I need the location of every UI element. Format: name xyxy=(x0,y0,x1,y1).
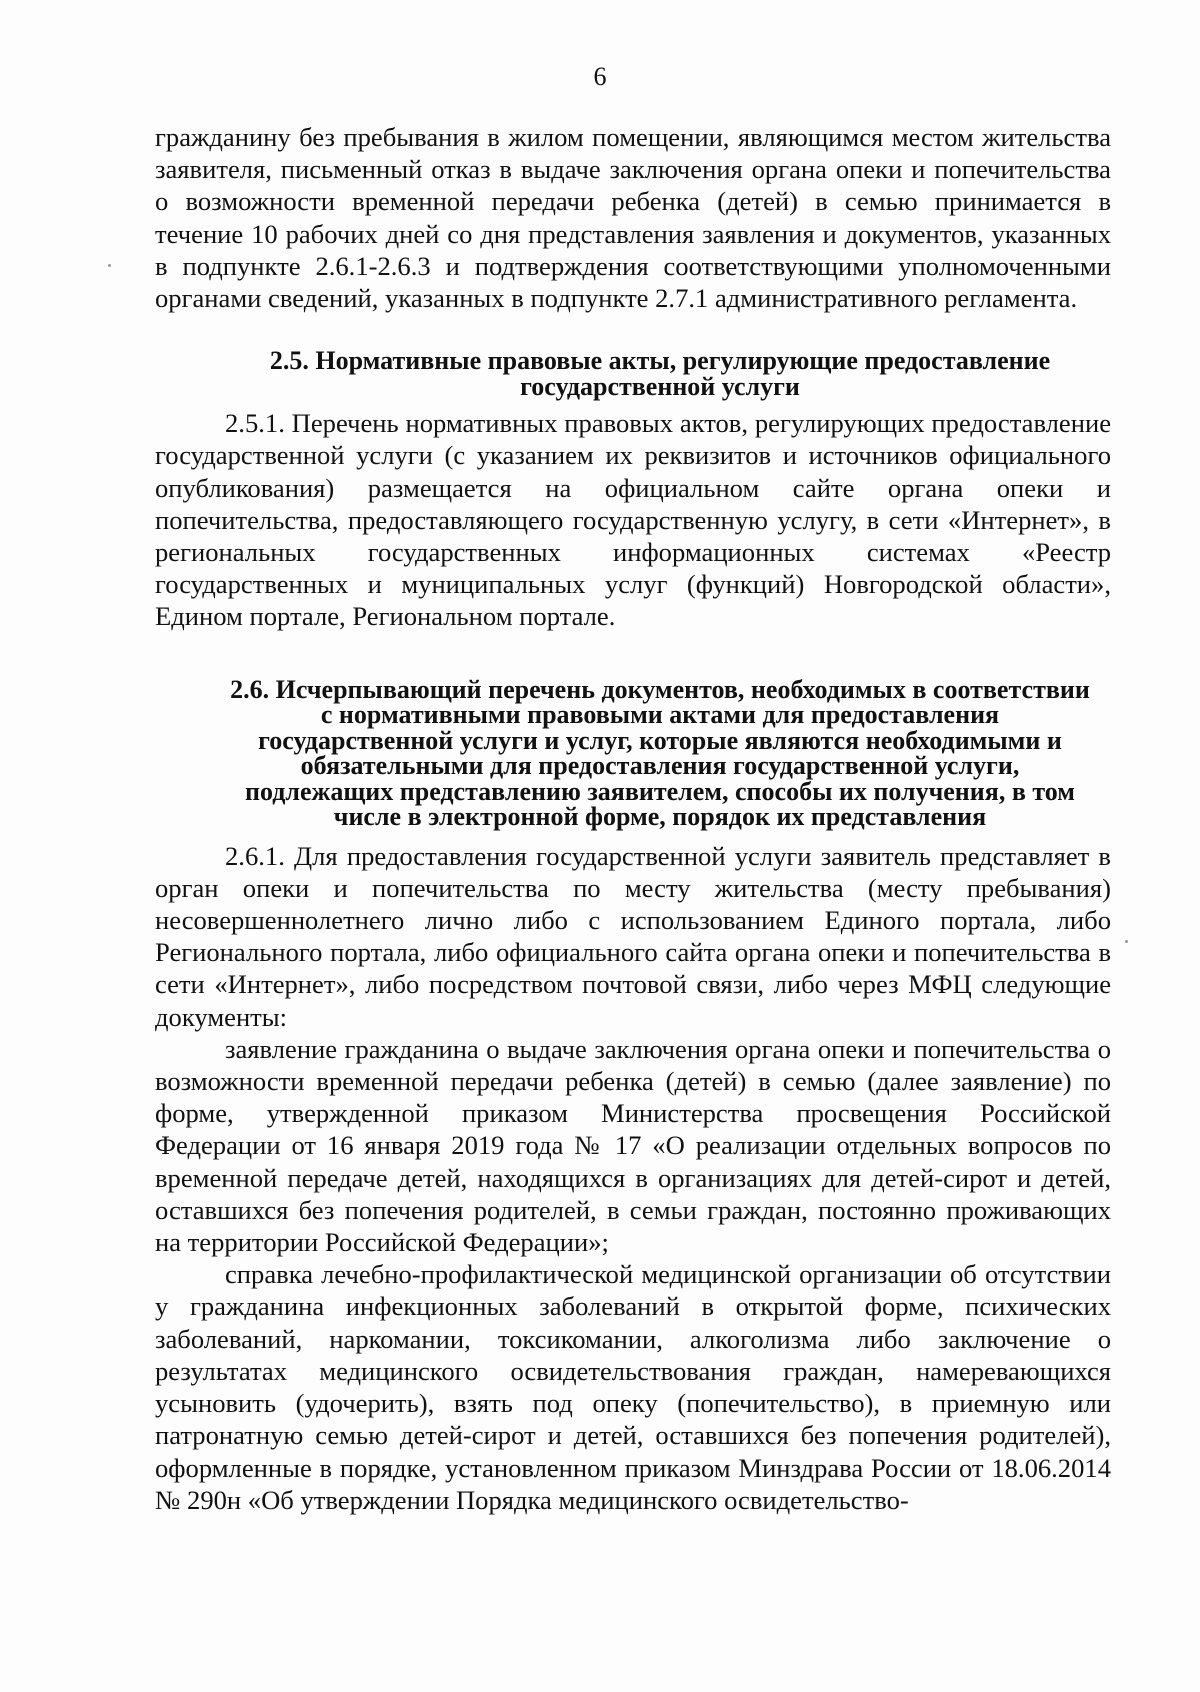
scan-speck xyxy=(1125,940,1128,943)
document-body xyxy=(155,121,1111,1516)
paragraph-application: заявление гражданина о выдаче заключения органа опеки и попечительства о возможности временной передачи ребенка (детей) в семью (далее заявление) по форме, утвержденной приказом Министерства просвещения Российской Федерации от 16 января 2019 года № 17 «О реализации отдельных вопросов по временной передаче детей, находящихся в организациях для детей-сирот и детей, оставшихся без попечения родителей, в семьи граждан, постоянно проживающих на территории Российской Федерации»; xyxy=(155,1033,1111,1258)
section-heading-2-5: 2.5. Нормативные правовые акты, регулирующие предоставление государственной услуги xyxy=(269,346,1051,401)
paragraph-2-6-1: 2.6.1. Для предоставления государственной услуги заявитель представляет в орган опеки и попечительства по месту жительства (месту пребывания) несовершеннолетнего лично либо с использованием Единого портала, либо Регионального портала, либо официального сайта органа опеки и попечительства в сети «Интернет», либо посредством почтовой связи, либо через МФЦ следующие документы: xyxy=(155,840,1111,1032)
paragraph-medical-certificate: справка лечебно-профилактической медицинской организации об отсутствии у гражданина инфекционных заболеваний в открытой форме, психических заболеваний, наркомании, токсикомании, алкоголизма либо заключение о результатах медицинского освидетельствования граждан, намеревающихся усыновить (удочерить), взять под опеку (попечительство), в приемную или патронатную семью детей-сирот и детей, оставшихся без попечения родителей), оформленные в порядке, установленном приказом Минздрава России от 18.06.2014 № 290н «Об утверждении Порядка медицинского освидетельство- xyxy=(155,1259,1111,1515)
paragraph-continuation: гражданину без пребывания в жилом помещении, являющимся местом жительства заявителя, письменный отказ в выдаче заключения органа опеки и попечительства о возможности временной передачи ребенка (детей) в семью принимается в течение 10 рабочих дней со дня представления заявления и документов, указанных в подпункте 2.6.1-2.6.3 и подтверждения соответствующими уполномоченными органами сведений, указанных в подпункте 2.7.1 административного регламента. xyxy=(155,122,1111,314)
page-number: 6 xyxy=(593,62,607,91)
section-heading-2-6: 2.6. Исчерпывающий перечень документов, необходимых в соответствии с нормативными правовыми актами для предоставления государственной услуги и услуг, которые являются необходимыми и обязательными для предоставления государственной услуги, подлежащих представлению заявителем, способы их получения, в том числе в электронной форме, порядок их представления xyxy=(230,674,1090,832)
scan-speck xyxy=(108,264,111,267)
paragraph-2-5-1: 2.5.1. Перечень нормативных правовых актов, регулирующих предоставление государственной услуги (с указанием их реквизитов и источников официального опубликования) размещается на официальном сайте органа опеки и попечительства, предоставляющего государственную услугу, в сети «Интернет», в региональных государственных информационных системах «Реестр государственных и муниципальных услуг (функций) Новгородской области», Едином портале, Региональном портале. xyxy=(155,408,1111,632)
